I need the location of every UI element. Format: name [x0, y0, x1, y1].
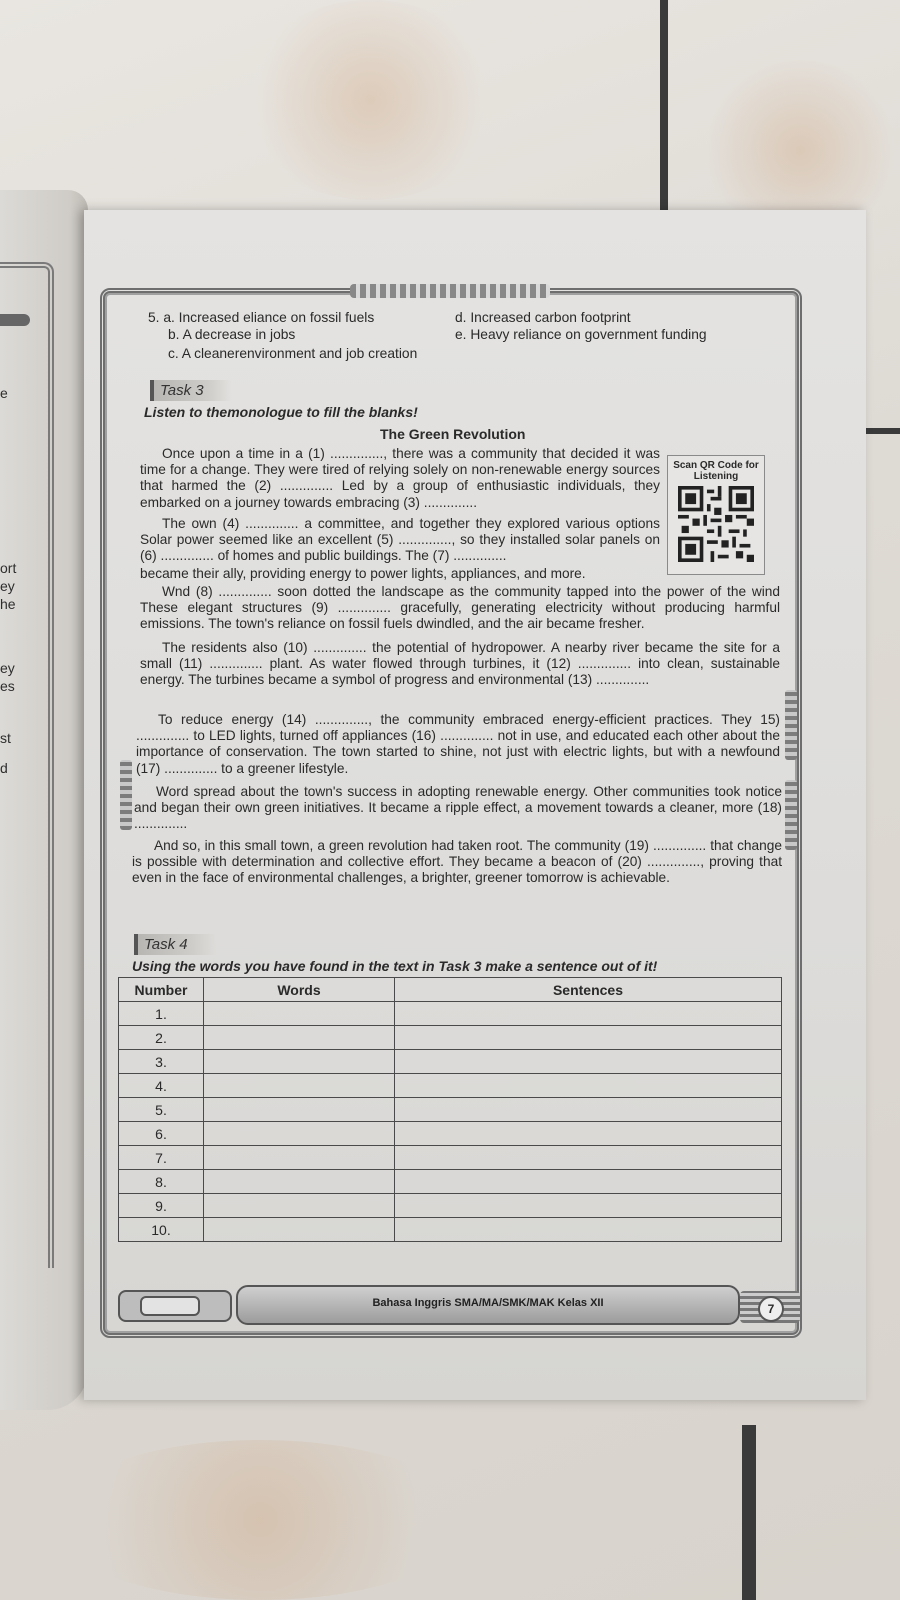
story-paragraph-2-continued: became their ally, providing energy to power lights, appliances, and more. [140, 566, 586, 581]
sentence-cell[interactable] [395, 1098, 782, 1122]
floor-tile-seam [860, 428, 900, 434]
frame-ornament [350, 284, 550, 298]
left-page-fragment: d [0, 760, 8, 776]
book-title: Bahasa Inggris SMA/MA/SMK/MAK Kelas XII [372, 1297, 604, 1309]
option-b: b. A decrease in jobs [168, 327, 296, 342]
story-paragraph-5: To reduce energy (14) .............., the community embraced energy-efficient practices. They 15) .............. to LED lights, turned off appliances (16) .............. not in use, and educated each other about the importance of conservation. The town started to shine, not just with electric lights, but with a newfound (17) .............. to a greener lifestyle. [136, 712, 780, 776]
word-cell[interactable] [204, 1122, 395, 1146]
table-row [119, 1218, 782, 1242]
qr-code-box[interactable] [667, 455, 765, 575]
table-row [119, 1122, 782, 1146]
word-cell[interactable] [204, 1002, 395, 1026]
header-number: Number [119, 978, 204, 1002]
left-page-fragment: st [0, 730, 11, 746]
word-cell[interactable] [204, 1074, 395, 1098]
row-number: 1. [119, 1002, 204, 1026]
story-paragraph-3: Wnd (8) .............. soon dotted the landscape as the community tapped into the power of the wind These elegant structures (9) .............. gracefully, generating electricity without producing harmful emissions. The town's reliance on fossil fuels dwindled, and the air became fresher. [140, 584, 780, 632]
row-number: 7. [119, 1146, 204, 1170]
word-cell[interactable] [204, 1218, 395, 1242]
word-cell[interactable] [204, 1098, 395, 1122]
frame-ornament [120, 760, 132, 830]
floor-tile-seam [660, 0, 668, 215]
row-number: 2. [119, 1026, 204, 1050]
left-page-fragment: ey [0, 578, 15, 594]
task3-label: Task 3 [150, 380, 232, 401]
story-paragraph-2: The own (4) .............. a committee, and together they explored various options Solar power seemed like an excellent (5) .............., so they installed solar panels on (6) .............. of homes and public buildings. The (7) .............. [140, 516, 660, 564]
row-number: 4. [119, 1074, 204, 1098]
table-row [119, 1170, 782, 1194]
qr-label: Scan QR Code for Listening [673, 460, 759, 482]
left-page-fragment: ort [0, 560, 17, 576]
left-page-bar [0, 314, 30, 326]
sentence-cell[interactable] [395, 1122, 782, 1146]
task4-label: Task 4 [134, 934, 216, 955]
table-row [119, 1026, 782, 1050]
table-row [119, 1098, 782, 1122]
table-row [119, 1146, 782, 1170]
header-words: Words [204, 978, 395, 1002]
word-cell[interactable] [204, 1170, 395, 1194]
story-paragraph-7: And so, in this small town, a green revolution had taken root. The community (19) .............. that change is possible with determination and collective effort. They became a beacon of (20) .............., proving that even in the face of environmental challenges, a brighter, greener tomorrow is achievable. [132, 838, 782, 886]
table-row [119, 1050, 782, 1074]
word-cell[interactable] [204, 1194, 395, 1218]
row-number: 3. [119, 1050, 204, 1074]
footer-bar [236, 1285, 740, 1325]
header-sentences: Sentences [395, 978, 782, 1002]
word-cell[interactable] [204, 1026, 395, 1050]
table-row [119, 1002, 782, 1026]
sentence-cell[interactable] [395, 1050, 782, 1074]
sentence-cell[interactable] [395, 1170, 782, 1194]
option-d: d. Increased carbon footprint [455, 310, 631, 325]
sentence-cell[interactable] [395, 1074, 782, 1098]
page-number: 7 [758, 1296, 784, 1322]
sentence-cell[interactable] [395, 1002, 782, 1026]
row-number: 10. [119, 1218, 204, 1242]
row-number: 6. [119, 1122, 204, 1146]
row-number: 5. [119, 1098, 204, 1122]
qr-code-icon [678, 486, 754, 562]
left-page-frame [0, 262, 54, 1268]
option-a: 5. a. Increased eliance on fossil fuels [148, 310, 375, 325]
table-header-row [119, 978, 782, 1002]
left-page-fragment: es [0, 678, 15, 694]
sentence-cell[interactable] [395, 1146, 782, 1170]
sentence-cell[interactable] [395, 1194, 782, 1218]
word-cell[interactable] [204, 1050, 395, 1074]
sentence-cell[interactable] [395, 1026, 782, 1050]
story-paragraph-6: Word spread about the town's success in adopting renewable energy. Other communities took notice and began their own green initiatives. It became a ripple effect, a movement towards a cleaner, more (18) .............. [134, 784, 782, 832]
row-number: 9. [119, 1194, 204, 1218]
row-number: 8. [119, 1170, 204, 1194]
footer-ornament [118, 1290, 232, 1322]
option-e: e. Heavy reliance on government funding [455, 327, 707, 342]
floor-tile-seam [742, 1425, 756, 1600]
left-page-fragment: ey [0, 660, 15, 676]
story-paragraph-4: The residents also (10) .............. the potential of hydropower. A nearby river became the site for a small (11) .............. plant. As water flowed through turbines, it (12) .............. into clean, sustainable energy. The turbines became a symbol of progress and environmental (13) .............. [140, 640, 780, 688]
left-page-fragment: he [0, 596, 16, 612]
sentence-table [118, 977, 782, 1242]
option-c: c. A cleanerenvironment and job creation [168, 346, 418, 361]
frame-ornament [785, 780, 797, 850]
story-title: The Green Revolution [380, 426, 526, 442]
task4-instruction: Using the words you have found in the text in Task 3 make a sentence out of it! [132, 958, 658, 974]
frame-ornament [785, 690, 797, 760]
story-paragraph-1: Once upon a time in a (1) .............., there was a community that decided it was time for a change. They were tired of relying solely on non-renewable energy sources that harmed the (2) .............. Led by a group of enthusiastic individuals, they embarked on a journey towards embracing (3) .............. [140, 446, 660, 510]
sentence-cell[interactable] [395, 1218, 782, 1242]
task3-instruction: Listen to themonologue to fill the blanks! [144, 404, 418, 420]
table-row [119, 1194, 782, 1218]
table-row [119, 1074, 782, 1098]
word-cell[interactable] [204, 1146, 395, 1170]
left-page-fragment: e [0, 385, 8, 401]
